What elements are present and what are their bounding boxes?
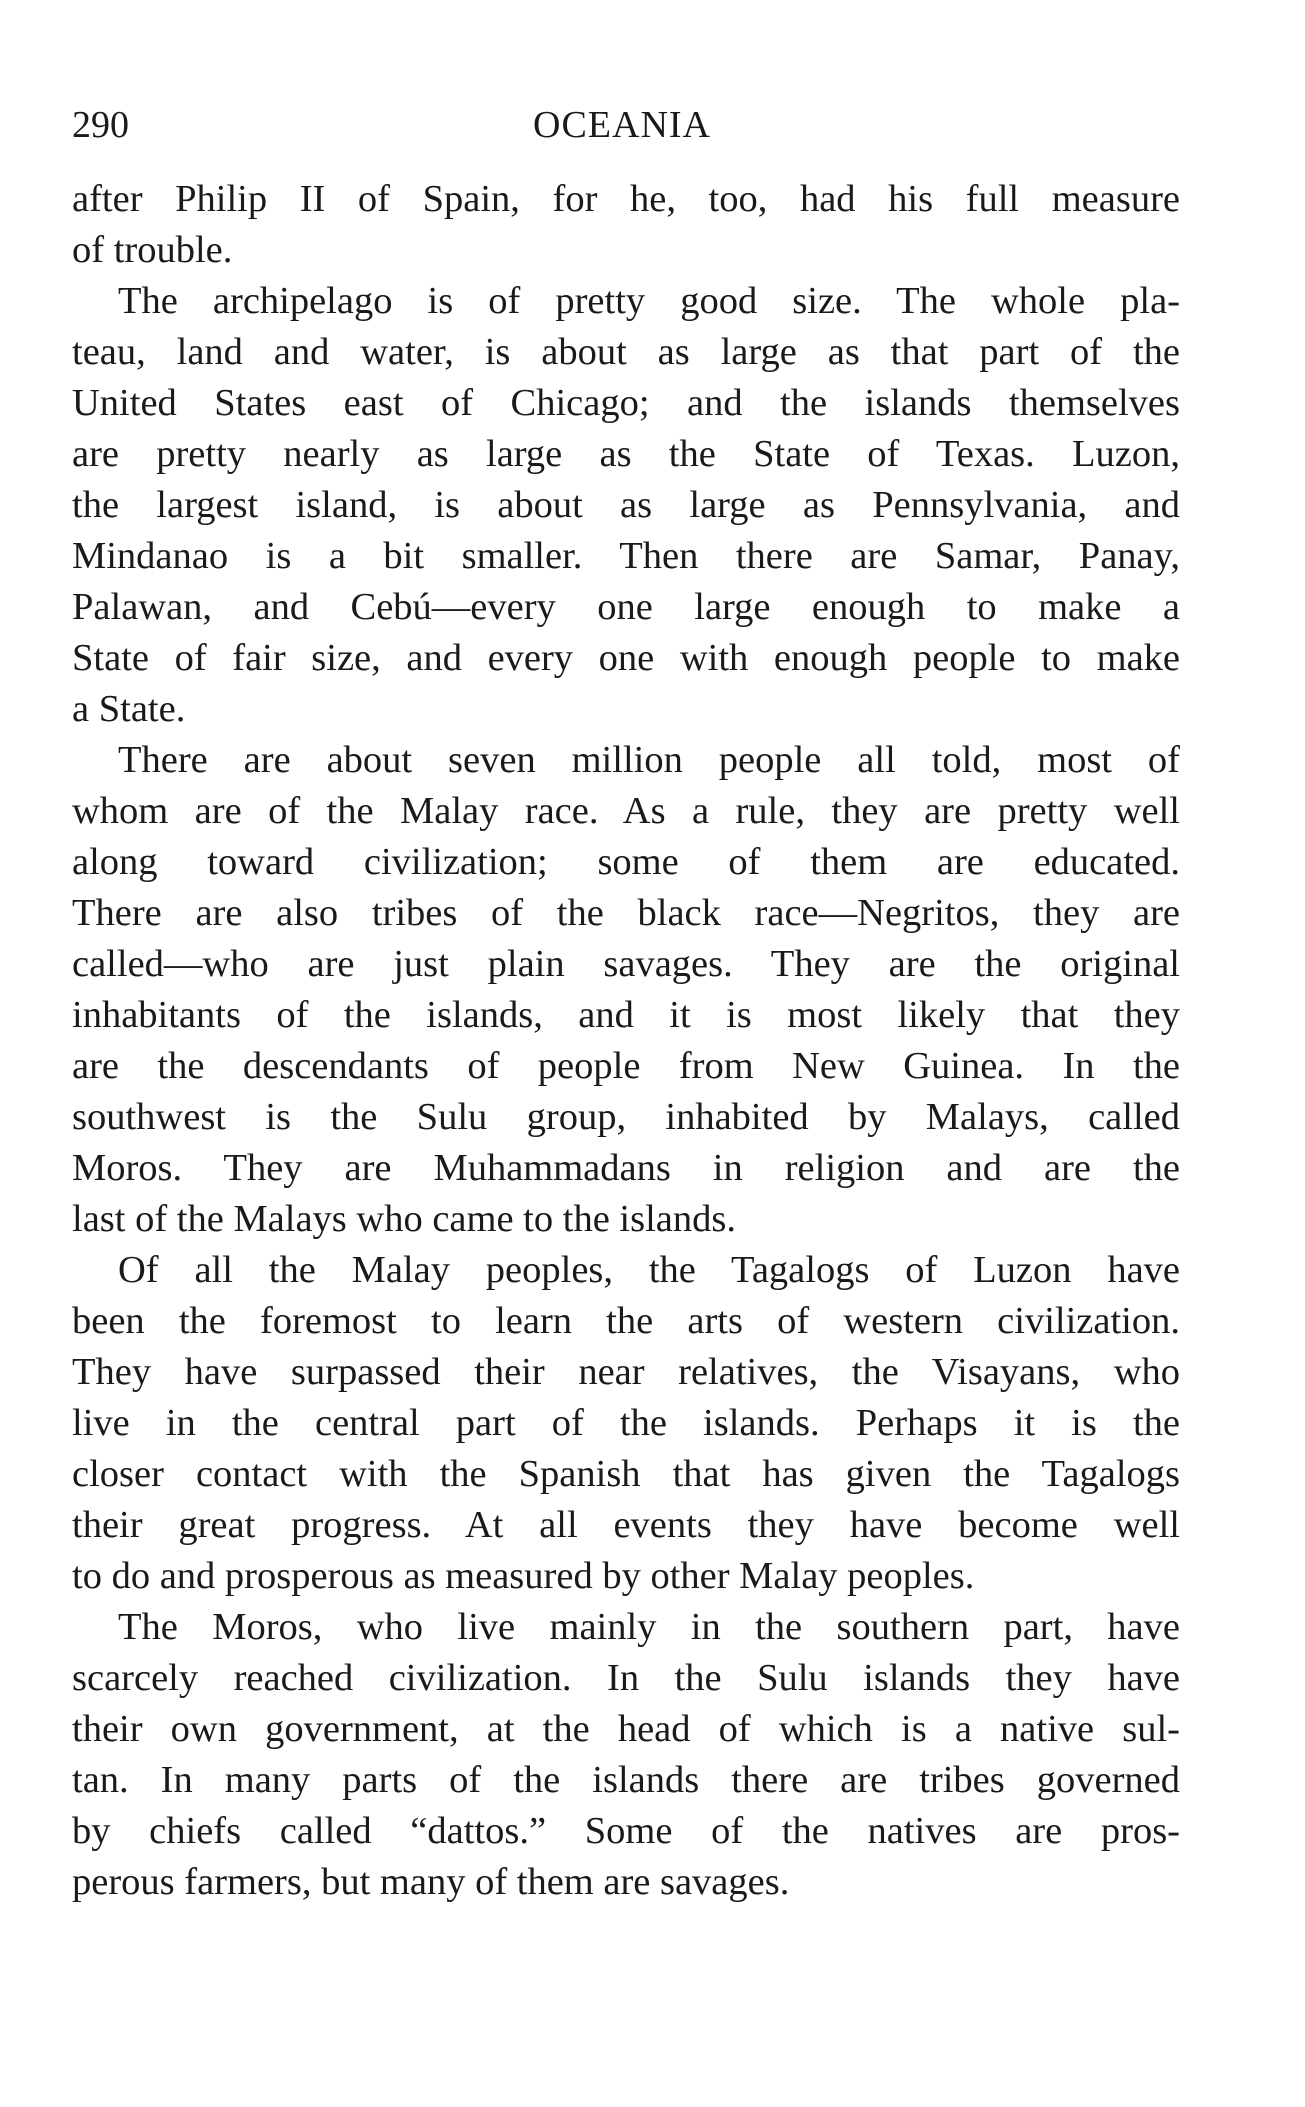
- text-line: by chiefs called “dattos.” Some of the natives are pros-: [72, 1810, 1180, 1852]
- running-title: OCEANIA: [533, 104, 711, 146]
- text-line: after Philip II of Spain, for he, too, had his full measure: [72, 178, 1180, 220]
- text-line: southwest is the Sulu group, inhabited by Malays, called: [72, 1096, 1180, 1138]
- text-line: perous farmers, but many of them are savages.: [72, 1861, 790, 1903]
- page-number: 290: [72, 104, 129, 146]
- text-line: their great progress. At all events they have become well: [72, 1504, 1180, 1546]
- text-line: Palawan, and Cebú—every one large enough to make a: [72, 586, 1180, 628]
- text-line: The Moros, who live mainly in the southern part, have: [118, 1606, 1180, 1648]
- text-line: There are about seven million people all told, most of: [118, 739, 1180, 781]
- running-head: [72, 100, 1172, 150]
- text-line: to do and prosperous as measured by other Malay peoples.: [72, 1555, 975, 1597]
- text-line: United States east of Chicago; and the islands themselves: [72, 382, 1180, 424]
- text-line: been the foremost to learn the arts of western civilization.: [72, 1300, 1180, 1342]
- text-line: There are also tribes of the black race—Negritos, they are: [72, 892, 1180, 934]
- text-line: live in the central part of the islands. Perhaps it is the: [72, 1402, 1180, 1444]
- text-line: Moros. They are Muhammadans in religion and are the: [72, 1147, 1180, 1189]
- text-line: Of all the Malay peoples, the Tagalogs of Luzon have: [118, 1249, 1180, 1291]
- text-line: Mindanao is a bit smaller. Then there are Samar, Panay,: [72, 535, 1180, 577]
- text-line: They have surpassed their near relatives, the Visayans, who: [72, 1351, 1180, 1393]
- text-line: are pretty nearly as large as the State of Texas. Luzon,: [72, 433, 1180, 475]
- text-line: State of fair size, and every one with enough people to make: [72, 637, 1180, 679]
- text-line: whom are of the Malay race. As a rule, they are pretty well: [72, 790, 1180, 832]
- text-line: the largest island, is about as large as Pennsylvania, and: [72, 484, 1180, 526]
- text-line: The archipelago is of pretty good size. The whole pla-: [118, 280, 1180, 322]
- text-line: scarcely reached civilization. In the Sulu islands they have: [72, 1657, 1180, 1699]
- text-line: along toward civilization; some of them are educated.: [72, 841, 1180, 883]
- text-line: are the descendants of people from New Guinea. In the: [72, 1045, 1180, 1087]
- text-line: closer contact with the Spanish that has given the Tagalogs: [72, 1453, 1180, 1495]
- body-text: [72, 174, 1180, 1908]
- text-line: inhabitants of the islands, and it is most likely that they: [72, 994, 1180, 1036]
- text-line: called—who are just plain savages. They are the original: [72, 943, 1180, 985]
- text-line: of trouble.: [72, 229, 233, 271]
- text-line: their own government, at the head of which is a native sul-: [72, 1708, 1180, 1750]
- text-line: a State.: [72, 688, 186, 730]
- text-line: last of the Malays who came to the islands.: [72, 1198, 736, 1240]
- text-line: tan. In many parts of the islands there are tribes governed: [72, 1759, 1180, 1801]
- text-line: teau, land and water, is about as large as that part of the: [72, 331, 1180, 373]
